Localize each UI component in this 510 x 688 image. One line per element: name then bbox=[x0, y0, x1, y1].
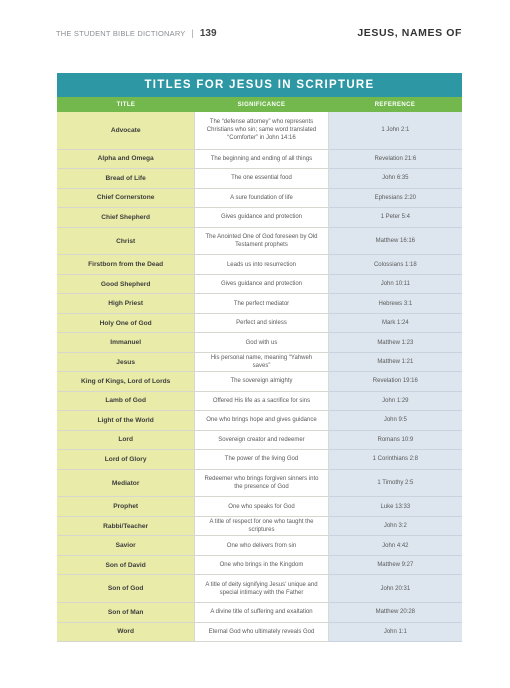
significance-cell: A sure foundation of life bbox=[195, 189, 327, 208]
reference-cell: John 4:42 bbox=[329, 536, 462, 555]
reference-cell: Ephesians 2:20 bbox=[329, 189, 462, 208]
significance-cell: A divine title of suffering and exaltation bbox=[195, 603, 327, 622]
significance-cell: Gives guidance and protection bbox=[195, 208, 327, 227]
table-header-row bbox=[57, 97, 462, 112]
title-cell: Advocate bbox=[57, 112, 194, 150]
title-column bbox=[57, 112, 194, 642]
title-cell: Chief Cornerstone bbox=[57, 189, 194, 208]
significance-cell: The “defense attorney” who represents Christians who sin; same word translated “Comforter” in John 14:16 bbox=[195, 112, 327, 150]
reference-cell: 1 Peter 5:4 bbox=[329, 208, 462, 227]
significance-cell: Eternal God who ultimately reveals God bbox=[195, 623, 327, 642]
title-cell: Chief Shepherd bbox=[57, 208, 194, 227]
reference-cell: John 3:2 bbox=[329, 517, 462, 536]
reference-cell: Luke 13:33 bbox=[329, 497, 462, 516]
significance-cell: One who brings hope and gives guidance bbox=[195, 411, 327, 430]
running-head bbox=[56, 24, 462, 42]
title-cell: Prophet bbox=[57, 497, 194, 516]
table-title: TITLES FOR JESUS IN SCRIPTURE bbox=[57, 73, 462, 97]
reference-cell: Revelation 21:6 bbox=[329, 150, 462, 169]
reference-cell: Colossians 1:18 bbox=[329, 255, 462, 274]
title-cell: Lord bbox=[57, 431, 194, 450]
significance-cell: The Anointed One of God foreseen by Old Testament prophets bbox=[195, 228, 327, 256]
reference-cell: Matthew 20:28 bbox=[329, 603, 462, 622]
reference-cell: 1 John 2:1 bbox=[329, 112, 462, 150]
significance-cell: One who delivers from sin bbox=[195, 536, 327, 555]
running-head-left bbox=[56, 28, 217, 39]
title-cell: High Priest bbox=[57, 294, 194, 313]
header-separator: | bbox=[191, 28, 194, 38]
title-cell: Word bbox=[57, 623, 194, 642]
significance-cell: The power of the living God bbox=[195, 450, 327, 469]
title-cell: Lord of Glory bbox=[57, 450, 194, 469]
significance-column bbox=[194, 112, 328, 642]
significance-cell: God with us bbox=[195, 333, 327, 352]
significance-cell: Offered His life as a sacrifice for sins bbox=[195, 392, 327, 411]
significance-cell: The beginning and ending of all things bbox=[195, 150, 327, 169]
title-cell: Savior bbox=[57, 536, 194, 555]
title-cell: Rabbi/Teacher bbox=[57, 517, 194, 536]
reference-cell: 1 Corinthians 2:8 bbox=[329, 450, 462, 469]
entry-title: JESUS, NAMES OF bbox=[357, 27, 462, 39]
title-cell: Firstborn from the Dead bbox=[57, 255, 194, 274]
title-cell: Good Shepherd bbox=[57, 275, 194, 294]
reference-cell: Matthew 16:16 bbox=[329, 228, 462, 256]
significance-cell: Perfect and sinless bbox=[195, 314, 327, 333]
reference-cell: Hebrews 3:1 bbox=[329, 294, 462, 313]
title-cell: Jesus bbox=[57, 353, 194, 372]
significance-cell: Sovereign creator and redeemer bbox=[195, 431, 327, 450]
column-header-reference: REFERENCE bbox=[374, 101, 416, 108]
significance-cell: One who brings in the Kingdom bbox=[195, 556, 327, 575]
title-cell: Mediator bbox=[57, 470, 194, 498]
title-cell: Son of Man bbox=[57, 603, 194, 622]
significance-cell: A title of respect for one who taught the scriptures bbox=[195, 517, 327, 536]
significance-cell: A title of deity signifying Jesus’ unique and special intimacy with the Father bbox=[195, 575, 327, 603]
significance-cell: The perfect mediator bbox=[195, 294, 327, 313]
significance-cell: Redeemer who brings forgiven sinners into the presence of God bbox=[195, 470, 327, 498]
reference-cell: John 20:31 bbox=[329, 575, 462, 603]
title-cell: Son of God bbox=[57, 575, 194, 603]
page-number: 139 bbox=[199, 27, 217, 39]
reference-cell: John 9:5 bbox=[329, 411, 462, 430]
reference-cell: Matthew 1:23 bbox=[329, 333, 462, 352]
reference-column bbox=[329, 112, 462, 642]
title-cell: Son of David bbox=[57, 556, 194, 575]
column-header-significance: SIGNIFICANCE bbox=[237, 101, 286, 108]
book-title: THE STUDENT BIBLE DICTIONARY bbox=[56, 28, 186, 38]
title-cell: Alpha and Omega bbox=[57, 150, 194, 169]
title-cell: Immanuel bbox=[57, 333, 194, 352]
reference-cell: John 10:11 bbox=[329, 275, 462, 294]
significance-cell: His personal name, meaning “Yahweh saves” bbox=[195, 353, 327, 372]
reference-cell: John 6:35 bbox=[329, 169, 462, 188]
title-cell: Christ bbox=[57, 228, 194, 256]
significance-cell: Gives guidance and protection bbox=[195, 275, 327, 294]
reference-cell: Romans 10:9 bbox=[329, 431, 462, 450]
reference-cell: Matthew 9:27 bbox=[329, 556, 462, 575]
table-body bbox=[57, 112, 462, 642]
reference-cell: Revelation 19:16 bbox=[329, 372, 462, 391]
titles-table bbox=[57, 73, 462, 642]
reference-cell: John 1:1 bbox=[329, 623, 462, 642]
significance-cell: The one essential food bbox=[195, 169, 327, 188]
title-cell: Bread of Life bbox=[57, 169, 194, 188]
reference-cell: Mark 1:24 bbox=[329, 314, 462, 333]
significance-cell: One who speaks for God bbox=[195, 497, 327, 516]
column-header-title: TITLE bbox=[116, 101, 136, 108]
title-cell: Lamb of God bbox=[57, 392, 194, 411]
significance-cell: Leads us into resurrection bbox=[195, 255, 327, 274]
title-cell: Light of the World bbox=[57, 411, 194, 430]
reference-cell: 1 Timothy 2:5 bbox=[329, 470, 462, 498]
reference-cell: Matthew 1:21 bbox=[329, 353, 462, 372]
title-cell: Holy One of God bbox=[57, 314, 194, 333]
title-cell: King of Kings, Lord of Lords bbox=[57, 372, 194, 391]
significance-cell: The sovereign almighty bbox=[195, 372, 327, 391]
reference-cell: John 1:29 bbox=[329, 392, 462, 411]
